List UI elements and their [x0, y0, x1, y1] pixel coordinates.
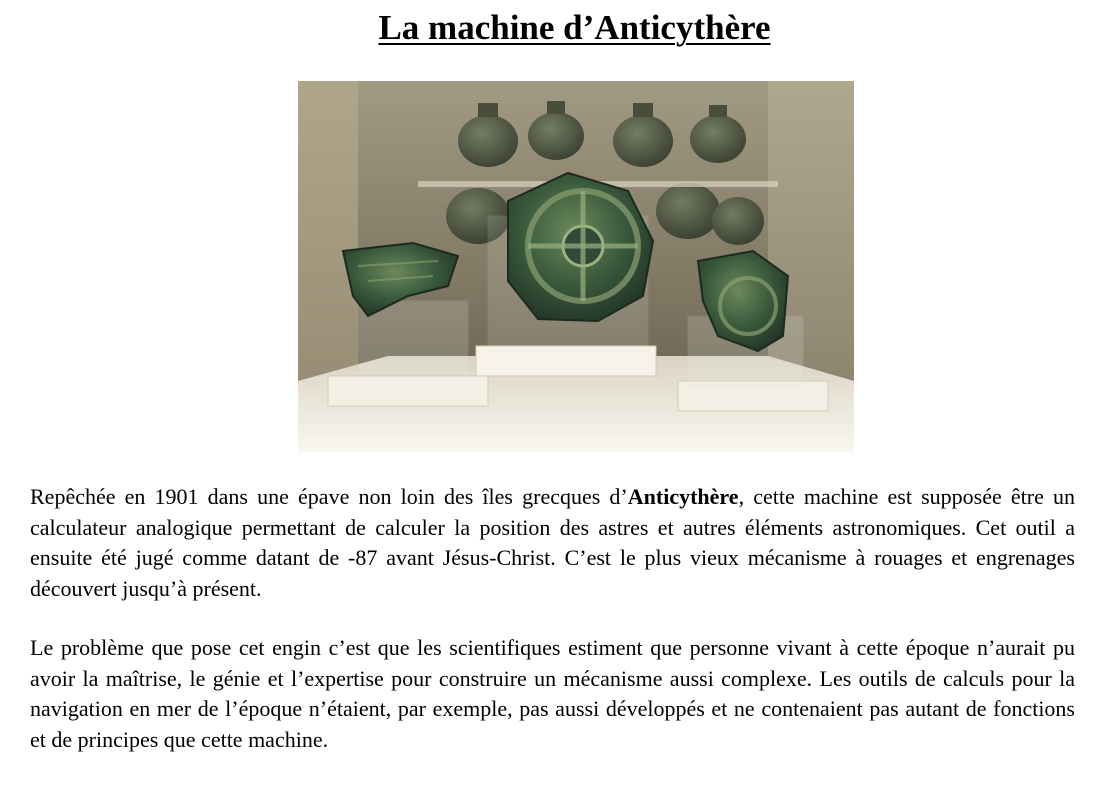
page-title: La machine d’Anticythère: [378, 8, 771, 47]
anticythere-bold: Anticythère: [627, 484, 739, 509]
paragraph-discovery: [30, 482, 1075, 604]
paragraph-discovery-rest: , cette machine est supposée être un calculateur analogique permettant de calculer la position des astres et autres éléments astronomiques. Cet outil a ensuite été jugé comme datant de -87 avant Jésus-Christ. C’est le plus vieux mécanisme à rouages et engrenages découvert jusqu’à présent.: [30, 484, 1075, 601]
antikythera-mechanism-photo: [298, 81, 854, 452]
paragraph-discovery-intro: Repêchée en 1901 dans une épave non loin des îles grecques d’: [30, 484, 628, 509]
paragraph-problem: Le problème que pose cet engin c’est que les scientifiques estiment que personne vivant à cette époque n’aurait pu avoir la maîtrise, le génie et l’expertise pour construire un mécanisme aussi complexe. Les outils de calculs pour la navigation en mer de l’époque n’étaient, par exemple, pas aussi développés et ne contenaient pas autant de fonctions et de principes que cette machine.: [30, 635, 1075, 752]
